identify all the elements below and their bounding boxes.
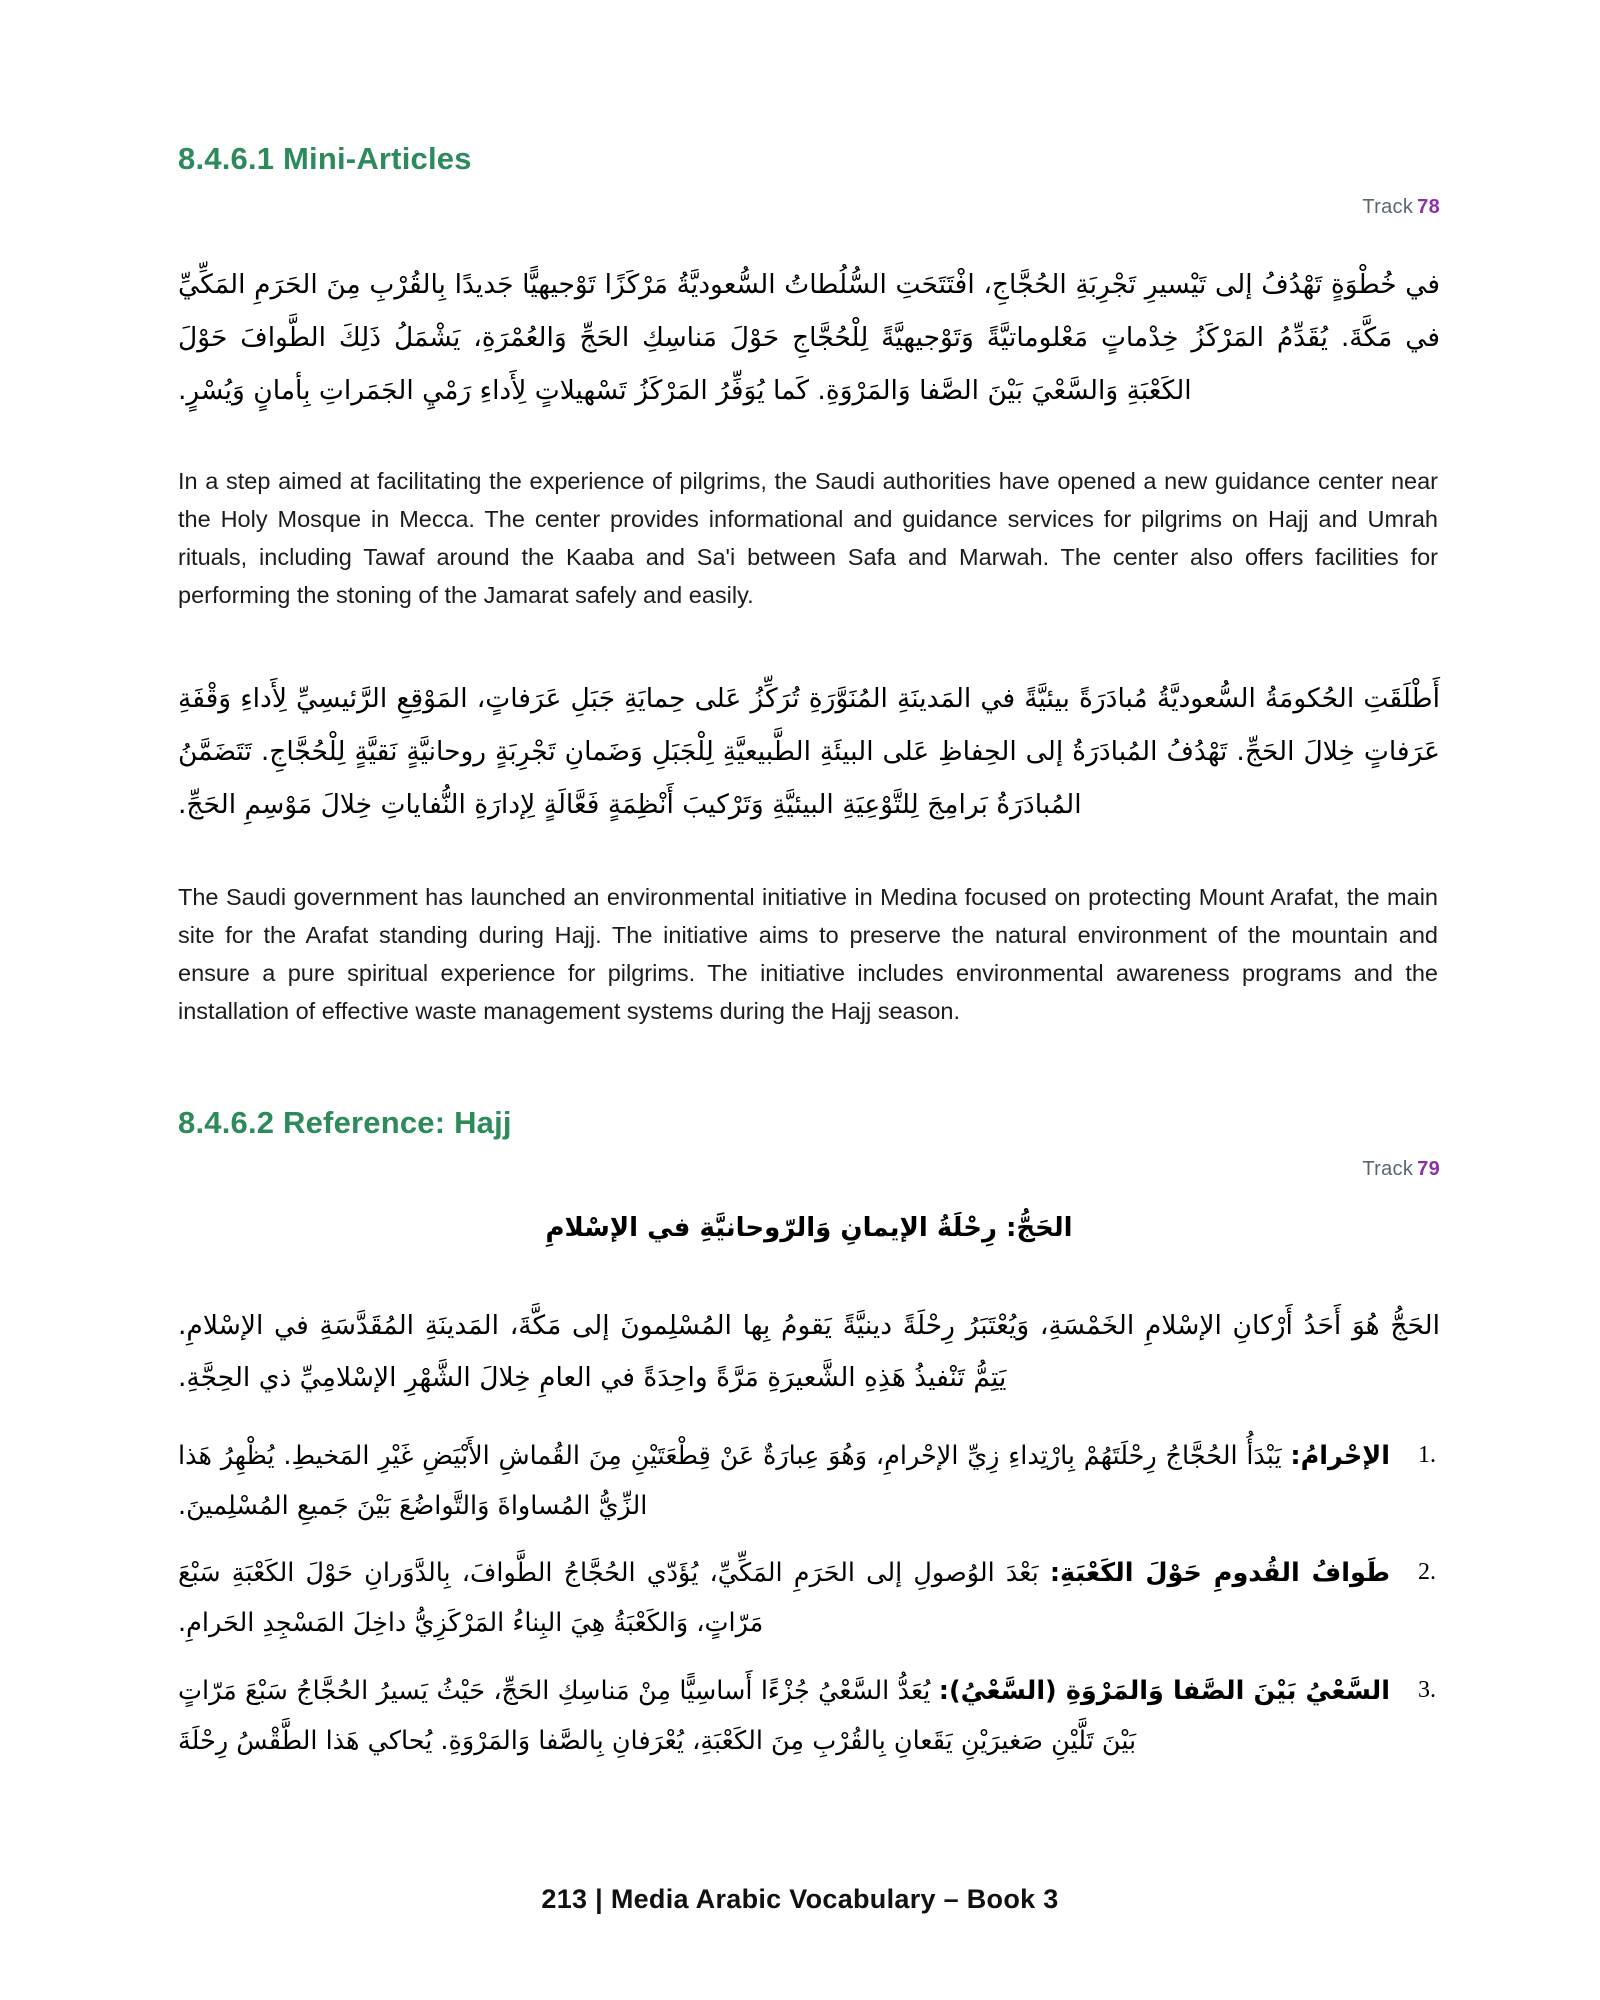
english-translation-2 xyxy=(178,878,1438,1030)
english-paragraph: The Saudi government has launched an environmental initiative in Medina focused on protecting Mount Arafat, the main site for the Arafat standing during Hajj. The initiative aims to preserve the natural environment of the mountain and ensure a pure spiritual experience for pilgrims. The initiative includes environmental awareness programs and the installation of effective waste management systems during the Hajj season. xyxy=(178,884,1438,1025)
list-item xyxy=(178,1549,1436,1648)
list-item-text: بَعْدَ الوُصولِ إلى الحَرَمِ المَكِّيِّ، يُؤَدّي الحُجَّاجُ الطَّوافَ، بِالدَّوَرانِ حَوْلَ الكَعْبَةِ سَبْعَ مَرّاتٍ، وَالكَعْبَةُ هِيَ البِناءُ المَرْكَزِيُّ داخِلَ المَسْجِدِ الحَرامِ. xyxy=(178,1558,1050,1639)
hajj-steps-list xyxy=(178,1432,1438,1766)
list-item-marker: 2. xyxy=(1418,1559,1436,1586)
list-item xyxy=(178,1432,1436,1531)
page-footer-text: 213 | Media Arabic Vocabulary – Book 3 xyxy=(541,1884,1059,1914)
section-heading-mini-articles: 8.4.6.1 Mini-Articles xyxy=(178,141,472,176)
arabic-article-1 xyxy=(178,258,1440,417)
track-word: Track xyxy=(1362,196,1414,218)
section-heading-reference-hajj: 8.4.6.2 Reference: Hajj xyxy=(178,1105,512,1140)
list-item-label: الإحْرامُ: xyxy=(1290,1441,1390,1471)
list-item-text: يُعَدُّ السَّعْيُ جُزْءًا أَساسِيًّا مِنْ مَناسِكِ الحَجِّ، حَيْثُ يَسيرُ الحُجَّاجُ سَبْعَ مَرّاتٍ بَيْنَ تَلَّيْنِ صَغيرَيْنِ يَقَعانِ بِالقُرْبِ مِنَ الكَعْبَةِ، يُعْرَفانِ بِالصَّفا وَالمَرْوَةِ. يُحاكي هَذا الطَّقْسُ رِحْلَةَ xyxy=(178,1675,1137,1756)
track-row-78 xyxy=(178,196,1440,218)
list-item-text: يَبْدَأُ الحُجَّاجُ رِحْلَتَهُمْ بِارْتِداءِ زِيِّ الإحْرامِ، وَهُوَ عِبارَةٌ عَنْ قِطْعَتَيْنِ مِنَ القُماشِ الأَبْيَضِ غَيْرِ المَخيطِ. يُظْهِرُ هَذا الزِّيُّ المُساواةَ وَالتَّواضُعَ بَيْنَ جَميعِ المُسْلِمينَ. xyxy=(178,1441,1291,1521)
page-footer xyxy=(0,1884,1600,1915)
track-label-78 xyxy=(178,196,1440,218)
arabic-paragraph: في خُطْوَةٍ تَهْدُفُ إلى تَيْسيرِ تَجْرِبَةِ الحُجَّاجِ، افْتَتَحَتِ السُّلُطاتُ السُّعوديَّةُ مَرْكَزًا تَوْجيهيًّا جَديدًا بِالقُرْبِ مِنَ الحَرَمِ المَكِّيِّ في مَكَّةَ. يُقَدِّمُ المَرْكَزُ خِدْماتٍ مَعْلوماتيَّةً وَتَوْجيهيَّةً لِلْحُجَّاجِ حَوْلَ مَناسِكِ الحَجِّ وَالعُمْرَةِ، يَشْمَلُ ذَلِكَ الطَّوافَ حَوْلَ الكَعْبَةِ وَالسَّعْيَ بَيْنَ الصَّفا وَالمَرْوَةِ. كَما يُوَفِّرُ المَرْكَزُ تَسْهيلاتٍ لِأَداءِ رَمْيِ الجَمَراتِ بِأمانٍ وَيُسْرٍ. xyxy=(178,269,1440,406)
track-label-79 xyxy=(178,1158,1440,1180)
list-item-marker: 3. xyxy=(1418,1676,1436,1703)
list-item-marker: 1. xyxy=(1418,1442,1436,1468)
arabic-title: الحَجُّ: رِحْلَةُ الإيمانِ وَالرّوحانيَّةِ في الإسْلامِ xyxy=(545,1213,1073,1243)
arabic-paragraph: أَطْلَقَتِ الحُكومَةُ السُّعوديَّةُ مُبادَرَةً بيئيَّةً في المَدينَةِ المُنَوَّرَةِ تُرَكِّزُ عَلى حِمايَةِ جَبَلِ عَرَفاتٍ، المَوْقِعِ الرَّئيسِيِّ لِأَداءِ وَقْفَةِ عَرَفاتٍ خِلالَ الحَجِّ. تَهْدُفُ المُبادَرَةُ إلى الحِفاظِ عَلى البيئَةِ الطَّبيعيَّةِ لِلْجَبَلِ وَضَمانِ تَجْرِبَةٍ روحانيَّةٍ نَقيَّةٍ لِلْحُجَّاجِ. تَتَضَمَّنُ المُبادَرَةُ بَرامِجَ لِلتَّوْعِيَةِ البيئيَّةِ وَتَرْكيبَ أَنْظِمَةٍ فَعَّالَةٍ لِإدارَةِ النُّفاياتِ خِلالَ مَوْسِمِ الحَجِّ. xyxy=(178,683,1440,820)
section-reference-hajj xyxy=(178,1106,1440,1140)
english-paragraph: In a step aimed at facilitating the experience of pilgrims, the Saudi authorities have opened a new guidance center near the Holy Mosque in Mecca. The center provides informational and guidance services for pilgrims on Hajj and Umrah rituals, including Tawaf around the Kaaba and Sa'i between Safa and Marwah. The center also offers facilities for performing the stoning of the Jamarat safely and easily. xyxy=(178,468,1438,609)
arabic-title-block xyxy=(178,1208,1440,1250)
arabic-intro-paragraph: الحَجُّ هُوَ أَحَدُ أَرْكانِ الإسْلامِ الخَمْسَةِ، وَيُعْتَبَرُ رِحْلَةً دينيَّةً يَقومُ بِها المُسْلِمونَ إلى مَكَّةَ، المَدينَةِ المُقَدَّسَةِ في الإسْلامِ. يَتِمُّ تَنْفيذُ هَذِهِ الشَّعيرَةِ مَرَّةً واحِدَةً في العامِ خِلالَ الشَّهْرِ الإسْلامِيِّ ذي الحِجَّةِ. xyxy=(178,1310,1440,1393)
hajj-steps-list-block xyxy=(178,1432,1438,1784)
english-translation-1 xyxy=(178,462,1438,614)
list-item xyxy=(178,1667,1436,1766)
track-number: 78 xyxy=(1417,196,1440,218)
list-item-label: طَوافُ القُدومِ حَوْلَ الكَعْبَةِ: xyxy=(1049,1558,1390,1589)
track-row-79 xyxy=(178,1158,1440,1180)
section-mini-articles xyxy=(178,142,1440,176)
arabic-article-2 xyxy=(178,672,1440,831)
track-number: 79 xyxy=(1417,1158,1440,1180)
list-item-label: السَّعْيُ بَيْنَ الصَّفا وَالمَرْوَةِ (السَّعْيُ): xyxy=(938,1675,1390,1706)
track-word: Track xyxy=(1362,1158,1414,1180)
arabic-intro-block xyxy=(178,1300,1440,1403)
